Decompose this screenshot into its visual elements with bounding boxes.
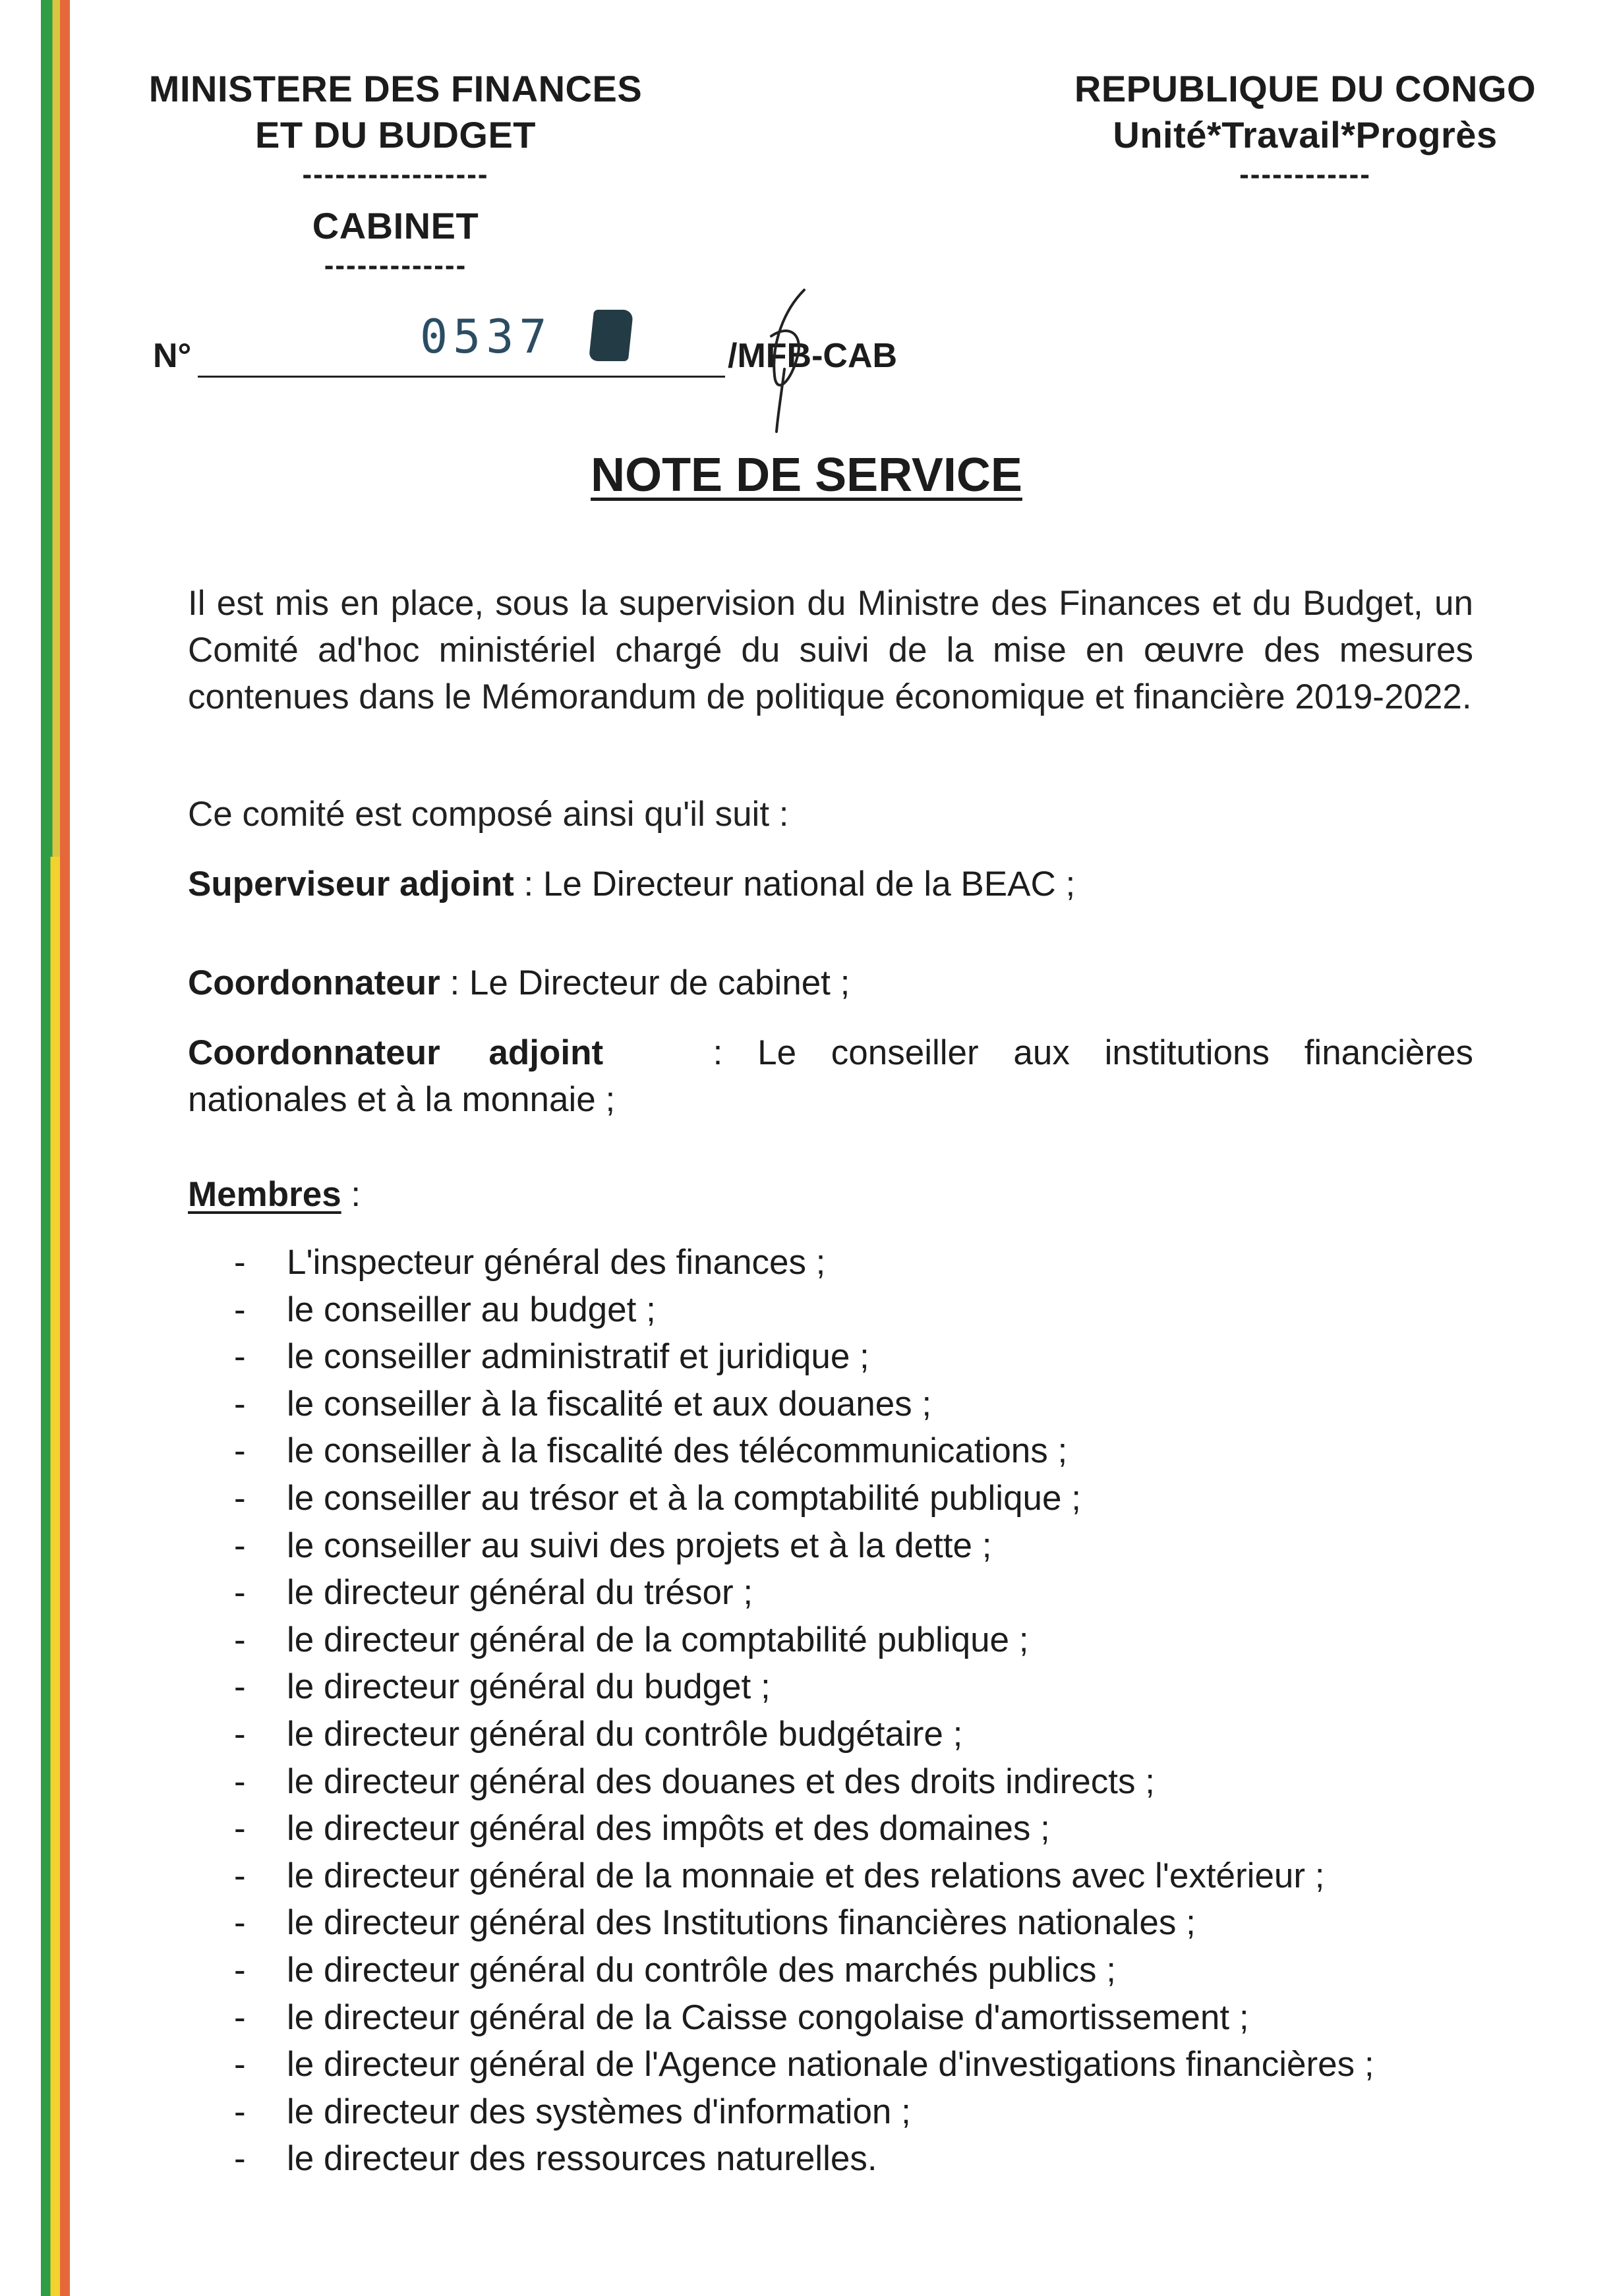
- list-item: [234, 1663, 1374, 1711]
- supervisor-role: [188, 861, 1473, 907]
- list-item: [234, 1427, 1374, 1475]
- members-heading: [188, 1171, 361, 1218]
- list-bullet: -: [234, 2139, 246, 2179]
- number-label: N°: [153, 337, 192, 375]
- reference-number: [153, 310, 944, 389]
- coordinator-value: : Le Directeur de cabinet ;: [440, 963, 850, 1002]
- member-text: le directeur général de la comptabilité publique ;: [287, 1620, 1029, 1659]
- member-text: le conseiller à la fiscalité et aux douanes ;: [287, 1384, 932, 1423]
- list-bullet: -: [234, 1809, 246, 1849]
- member-text: le directeur général des impôts et des domaines ;: [287, 1809, 1050, 1849]
- list-item: [234, 1381, 1374, 1428]
- cabinet-label: CABINET: [312, 205, 479, 246]
- ministry-header: [135, 66, 656, 282]
- member-text: le directeur général du trésor ;: [287, 1573, 753, 1613]
- member-text: le directeur général du contrôle des marchés publics ;: [287, 1950, 1116, 1990]
- deputy-coordinator-role: [188, 1029, 1473, 1123]
- member-text: le directeur des systèmes d'information ;: [287, 2092, 911, 2131]
- reference-suffix: /MFB-CAB: [728, 337, 898, 375]
- header-separator: -------------: [324, 249, 467, 281]
- composition-line: Ce comité est composé ainsi qu'il suit :: [188, 795, 789, 834]
- member-text: le directeur général de la monnaie et des relations avec l'extérieur ;: [287, 1856, 1325, 1895]
- list-item: [234, 1947, 1374, 1994]
- republic-name: REPUBLIQUE DU CONGO: [1074, 68, 1537, 109]
- member-text: le directeur général des douanes et des droits indirects ;: [287, 1762, 1155, 1801]
- list-bullet: -: [234, 1620, 246, 1659]
- list-item: [234, 1805, 1374, 1852]
- list-bullet: -: [234, 1950, 246, 1990]
- document-title: NOTE DE SERVICE: [591, 449, 1022, 502]
- coordinator-role: [188, 960, 1473, 1006]
- member-text: le conseiller au suivi des projets et à la dette ;: [287, 1526, 992, 1565]
- list-bullet: -: [234, 2092, 246, 2131]
- list-bullet: -: [234, 1856, 246, 1895]
- list-bullet: -: [234, 1667, 246, 1707]
- list-bullet: -: [234, 1290, 246, 1329]
- list-bullet: -: [234, 1714, 246, 1754]
- ink-blot: [589, 310, 633, 361]
- list-item: [234, 2088, 1374, 2136]
- list-bullet: -: [234, 1478, 246, 1518]
- list-bullet: -: [234, 1337, 246, 1377]
- deputy-value-line1: : Le conseiller aux institutions financières: [713, 1033, 1473, 1072]
- member-text: le conseiller administratif et juridique ;: [287, 1337, 869, 1377]
- republic-motto: Unité*Travail*Progrès: [1113, 114, 1498, 156]
- member-text: le directeur général de l'Agence nationale d'investigations financières ;: [287, 2045, 1374, 2084]
- members-label: Membres: [188, 1175, 341, 1214]
- list-item: [234, 1994, 1374, 2042]
- members-colon: :: [341, 1175, 361, 1214]
- intro-paragraph: Il est mis en place, sous la supervision du Ministre des Finances et du Budget, un Comité ad'hoc ministériel chargé du suivi de la mise en œuvre des mesures contenues dans le Mémorandum de politique économique et financière 2019-2022.: [188, 584, 1473, 716]
- member-text: le conseiller à la fiscalité des télécommunications ;: [287, 1431, 1068, 1471]
- list-bullet: -: [234, 1762, 246, 1801]
- list-item: [234, 1286, 1374, 1334]
- deputy-label-part2: adjoint: [488, 1033, 604, 1072]
- list-bullet: -: [234, 1903, 246, 1943]
- member-text: le directeur général de la Caisse congolaise d'amortissement ;: [287, 1997, 1249, 2037]
- member-text: le directeur général du contrôle budgétaire ;: [287, 1714, 963, 1754]
- initials-signature: [745, 283, 824, 435]
- member-text: le directeur général des Institutions financières nationales ;: [287, 1903, 1196, 1943]
- list-item: [234, 1852, 1374, 1900]
- list-item: [234, 1899, 1374, 1947]
- supervisor-label: Superviseur adjoint: [188, 865, 514, 904]
- ministry-name-line2: ET DU BUDGET: [255, 114, 536, 156]
- list-bullet: -: [234, 2045, 246, 2084]
- deputy-value-line2: nationales et à la monnaie ;: [188, 1080, 616, 1119]
- members-list: [234, 1239, 1374, 2183]
- list-item: [234, 2135, 1374, 2183]
- member-text: le directeur des ressources naturelles.: [287, 2139, 877, 2179]
- coordinator-label: Coordonnateur: [188, 963, 440, 1002]
- list-item: [234, 1569, 1374, 1617]
- header-separator: -----------------: [302, 158, 489, 190]
- flag-stripe: [41, 0, 70, 2296]
- list-item: [234, 1475, 1374, 1522]
- ministry-name-line1: MINISTERE DES FINANCES: [148, 68, 643, 109]
- header-separator: ------------: [1239, 158, 1371, 190]
- republic-header: [1055, 66, 1556, 191]
- list-bullet: -: [234, 1384, 246, 1423]
- list-bullet: -: [234, 1526, 246, 1565]
- list-item: [234, 1522, 1374, 1570]
- list-item: [234, 1239, 1374, 1286]
- number-underline: [198, 376, 725, 378]
- list-item: [234, 1617, 1374, 1664]
- member-text: le directeur général du budget ;: [287, 1667, 771, 1707]
- list-item: [234, 1333, 1374, 1381]
- list-bullet: -: [234, 1573, 246, 1613]
- deputy-label-part1: Coordonnateur: [188, 1033, 440, 1072]
- list-item: [234, 1758, 1374, 1806]
- member-text: le conseiller au budget ;: [287, 1290, 656, 1329]
- list-item: [234, 1711, 1374, 1758]
- member-text: le conseiller au trésor et à la comptabilité publique ;: [287, 1478, 1081, 1518]
- list-bullet: -: [234, 1243, 246, 1282]
- list-bullet: -: [234, 1431, 246, 1471]
- supervisor-value: : Le Directeur national de la BEAC ;: [513, 865, 1076, 904]
- member-text: L'inspecteur général des finances ;: [287, 1243, 826, 1282]
- stamped-number: 0537: [420, 310, 552, 364]
- list-item: [234, 2041, 1374, 2088]
- list-bullet: -: [234, 1997, 246, 2037]
